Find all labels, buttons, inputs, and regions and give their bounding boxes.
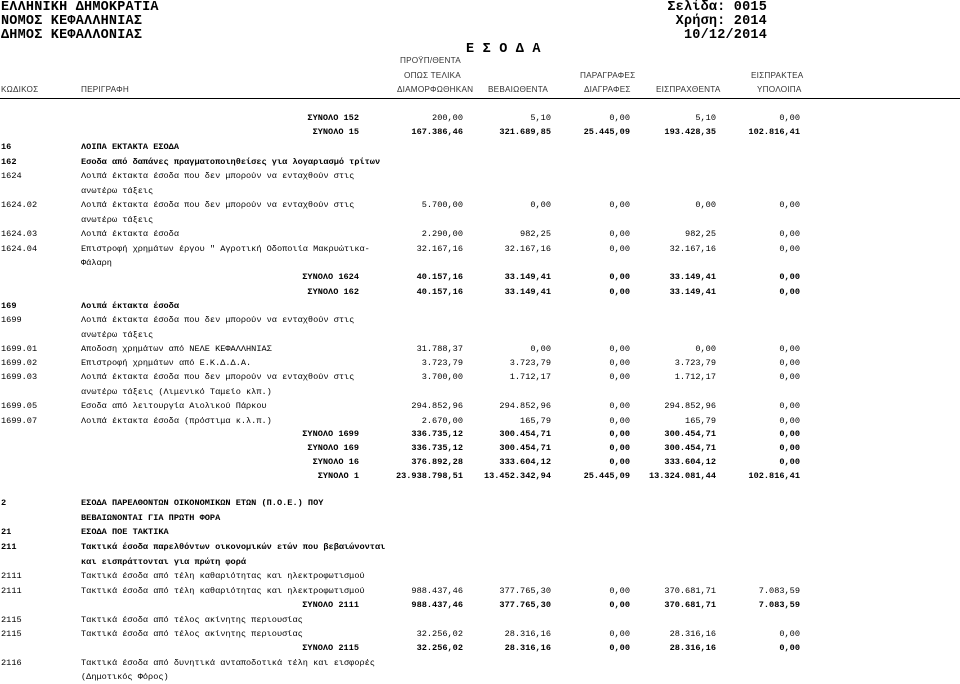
amount-cell: 25.445,09 [583, 471, 630, 481]
amount-cell: 0,00 [779, 229, 800, 239]
row-description: Τακτικά έσοδα από τέλος ακίνητης περιουσίας [81, 629, 303, 639]
row-description: ανωτέρω τάξεις [81, 215, 154, 225]
row-description: (Δημοτικός Φόρος) [81, 672, 169, 682]
col-header-top: ΠΡΟΫΠ/ΘΕΝΤΑ [400, 56, 461, 65]
amount-cell: 0,00 [779, 643, 800, 653]
fiscal-year: Χρήση: 2014 [675, 14, 767, 29]
row-code: 211 [1, 542, 17, 552]
row-description: Τακτικά έσοδα παρελθόντων οικονομικών ετών που βεβαιώνονται [81, 542, 386, 552]
amount-cell: 0,00 [779, 272, 800, 282]
row-code: 2111 [1, 571, 22, 581]
row-code: 1624 [1, 171, 22, 181]
header-divider [0, 98, 960, 99]
row-description: Λοιπά έκτακτα έσοδα [81, 229, 179, 239]
amount-cell: 0,00 [695, 200, 716, 210]
table-row [0, 342, 960, 356]
amount-cell: 294.852,96 [499, 401, 551, 411]
amount-cell: 294.852,96 [664, 401, 716, 411]
table-row [0, 525, 960, 539]
row-description: Εσοδα από λειτουργία Αιολικού Πάρκου [81, 401, 267, 411]
amount-cell: 0,00 [530, 200, 551, 210]
row-code: 1699.01 [1, 344, 38, 354]
row-description: Λοιπά έκτακτα έσοδα που δεν μπορούν να ενταχθούν στις [81, 372, 355, 382]
amount-cell: 5.700,00 [421, 200, 463, 210]
amount-cell: 300.454,71 [499, 429, 551, 439]
amount-cell: 0,00 [779, 457, 800, 467]
row-description: Φάλαρη [81, 258, 112, 268]
amount-cell: 0,00 [609, 358, 630, 368]
amount-cell: 300.454,71 [664, 443, 716, 453]
subtotal-row [0, 111, 960, 125]
col-header-collected: ΕΙΣΠΡΑΧΘΕΝΤΑ [656, 85, 721, 94]
col-header-deleted: ΔΙΑΓΡΑΦΕΣ [584, 85, 631, 94]
amount-cell: 5,10 [695, 113, 716, 123]
row-description: Τακτικά έσοδα από δυνητικά ανταποδοτικά τέλη και εισφορές [81, 658, 375, 668]
amount-cell: 0,00 [530, 344, 551, 354]
amount-cell: 3.723,79 [509, 358, 551, 368]
table-row [0, 399, 960, 413]
subtotal-label: ΣΥΝΟΛΟ 162 [307, 287, 359, 297]
amount-cell: 40.157,16 [416, 272, 463, 282]
row-code: 16 [1, 142, 12, 152]
amount-cell: 0,00 [609, 629, 630, 639]
amount-cell: 102.816,41 [748, 127, 800, 137]
amount-cell: 165,79 [520, 416, 551, 426]
amount-cell: 0,00 [609, 429, 630, 439]
row-description: Τακτικά έσοδα από τέλη καθαριότητας και ηλεκτροφωτισμού [81, 571, 365, 581]
amount-cell: 0,00 [609, 200, 630, 210]
table-row [0, 242, 960, 256]
subtotal-row [0, 598, 960, 612]
amount-cell: 13.324.081,44 [648, 471, 716, 481]
amount-cell: 0,00 [609, 287, 630, 297]
row-code: 1699.02 [1, 358, 38, 368]
amount-cell: 336.735,12 [411, 443, 463, 453]
subtotal-label: ΣΥΝΟΛΟ 152 [307, 113, 359, 123]
row-code: 169 [1, 301, 17, 311]
table-row [0, 256, 960, 270]
row-code: 1624.04 [1, 244, 38, 254]
amount-cell: 982,25 [520, 229, 551, 239]
header-left-3: ΔΗΜΟΣ ΚΕΦΑΛΛΟΝΙΑΣ [1, 28, 143, 43]
subtotal-row [0, 455, 960, 469]
row-description: Τακτικά έσοδα από τέλος ακίνητης περιουσίας [81, 615, 303, 625]
row-description: Λοιπά έκτακτα έσοδα (πρόστιμα κ.λ.π.) [81, 416, 272, 426]
amount-cell: 165,79 [685, 416, 716, 426]
amount-cell: 0,00 [779, 244, 800, 254]
amount-cell: 0,00 [609, 443, 630, 453]
amount-cell: 333.604,12 [499, 457, 551, 467]
col-header-remaining: ΥΠΟΛΟΙΠΑ [757, 85, 802, 94]
table-row [0, 627, 960, 641]
table-row [0, 555, 960, 569]
row-description: ανωτέρω τάξεις (Λιμενικό Ταμείο κλπ.) [81, 387, 272, 397]
amount-cell: 2.670,00 [421, 416, 463, 426]
subtotal-row [0, 285, 960, 299]
subtotal-row [0, 427, 960, 441]
subtotal-row [0, 270, 960, 284]
amount-cell: 0,00 [779, 401, 800, 411]
amount-cell: 0,00 [609, 244, 630, 254]
row-code: 21 [1, 527, 12, 537]
amount-cell: 333.604,12 [664, 457, 716, 467]
report-title: Ε Σ Ο Δ Α [466, 42, 541, 57]
amount-cell: 988.437,46 [411, 586, 463, 596]
row-code: 1699.05 [1, 401, 38, 411]
row-description: Λοιπά έκτακτα έσοδα που δεν μπορούν να ενταχθούν στις [81, 171, 355, 181]
amount-cell: 0,00 [609, 272, 630, 282]
row-description: ΕΣΟΔΑ ΠΟΕ ΤΑΚΤΙΚΑ [81, 527, 169, 537]
table-row [0, 414, 960, 428]
amount-cell: 370.681,71 [664, 586, 716, 596]
amount-cell: 0,00 [779, 200, 800, 210]
amount-cell: 33.149,41 [669, 272, 716, 282]
amount-cell: 5,10 [530, 113, 551, 123]
amount-cell: 0,00 [609, 600, 630, 610]
table-row [0, 313, 960, 327]
amount-cell: 0,00 [609, 401, 630, 411]
amount-cell: 0,00 [779, 372, 800, 382]
subtotal-row [0, 125, 960, 139]
row-description: Αποδοση χρημάτων από ΝΕΛΕ ΚΕΦΑΛΛΗΝΙΑΣ [81, 344, 272, 354]
amount-cell: 32.167,16 [416, 244, 463, 254]
amount-cell: 7.083,59 [758, 600, 800, 610]
row-code: 1624.03 [1, 229, 38, 239]
subtotal-row [0, 441, 960, 455]
amount-cell: 32.256,02 [416, 643, 463, 653]
amount-cell: 0,00 [779, 416, 800, 426]
subtotal-label: ΣΥΝΟΛΟ 16 [312, 457, 359, 467]
amount-cell: 32.167,16 [669, 244, 716, 254]
col-header-confirmed: ΒΕΒΑΙΩΘΕΝΤΑ [488, 85, 549, 94]
table-row [0, 569, 960, 583]
amount-cell: 28.316,16 [504, 643, 551, 653]
amount-cell: 25.445,09 [583, 127, 630, 137]
amount-cell: 0,00 [609, 586, 630, 596]
subtotal-row [0, 641, 960, 655]
page-number: Σελίδα: 0015 [667, 0, 767, 15]
amount-cell: 0,00 [779, 113, 800, 123]
table-row [0, 299, 960, 313]
header-left-1: ΕΛΛΗΝΙΚΗ ΔΗΜΟΚΡΑΤΙΑ [1, 0, 159, 15]
amount-cell: 988.437,46 [411, 600, 463, 610]
amount-cell: 0,00 [695, 344, 716, 354]
amount-cell: 0,00 [779, 358, 800, 368]
col-header-formed: ΔΙΑΜΟΡΦΩΘΗΚΑΝ [397, 85, 474, 94]
table-row [0, 356, 960, 370]
amount-cell: 33.149,41 [669, 287, 716, 297]
amount-cell: 102.816,41 [748, 471, 800, 481]
amount-cell: 376.892,28 [411, 457, 463, 467]
amount-cell: 7.083,59 [758, 586, 800, 596]
table-row [0, 584, 960, 598]
amount-cell: 33.149,41 [504, 287, 551, 297]
table-row [0, 656, 960, 670]
row-description: και εισπράττονται για πρώτη φορά [81, 557, 247, 567]
amount-cell: 370.681,71 [664, 600, 716, 610]
col-header-mid-3: ΕΙΣΠΡΑΚΤΕΑ [751, 71, 804, 80]
amount-cell: 982,25 [685, 229, 716, 239]
table-row [0, 511, 960, 525]
amount-cell: 0,00 [779, 344, 800, 354]
amount-cell: 3.700,00 [421, 372, 463, 382]
amount-cell: 40.157,16 [416, 287, 463, 297]
table-row [0, 385, 960, 399]
amount-cell: 0,00 [609, 344, 630, 354]
amount-cell: 31.788,37 [416, 344, 463, 354]
amount-cell: 28.316,16 [669, 643, 716, 653]
col-header-code: ΚΩΔΙΚΟΣ [1, 85, 39, 94]
amount-cell: 336.735,12 [411, 429, 463, 439]
amount-cell: 28.316,16 [669, 629, 716, 639]
amount-cell: 0,00 [779, 629, 800, 639]
table-row [0, 613, 960, 627]
row-description: ΕΣΟΔΑ ΠΑΡΕΛΘΟΝΤΩΝ ΟΙΚΟΝΟΜΙΚΩΝ ΕΤΩΝ (Π.Ο.Ε.) ΠΟΥ [81, 498, 324, 508]
subtotal-label: ΣΥΝΟΛΟ 169 [307, 443, 359, 453]
amount-cell: 321.689,85 [499, 127, 551, 137]
subtotal-label: ΣΥΝΟΛΟ 15 [312, 127, 359, 137]
report-date: 10/12/2014 [683, 28, 767, 43]
row-description: ΛΟΙΠΑ ΕΚΤΑΚΤΑ ΕΣΟΔΑ [81, 142, 179, 152]
amount-cell: 3.723,79 [421, 358, 463, 368]
row-code: 1699.03 [1, 372, 38, 382]
row-description: Λοιπά έκτακτα έσοδα [81, 301, 179, 311]
table-row [0, 184, 960, 198]
col-header-mid-2: ΠΑΡΑΓΡΑΦΕΣ [580, 71, 636, 80]
table-row [0, 140, 960, 154]
amount-cell: 3.723,79 [674, 358, 716, 368]
amount-cell: 300.454,71 [499, 443, 551, 453]
amount-cell: 300.454,71 [664, 429, 716, 439]
row-code: 2111 [1, 586, 22, 596]
row-description: Επιστροφή χρημάτων έργου " Αγροτική Οδοποιία Μακρυώτικα- [81, 244, 370, 254]
table-row [0, 670, 960, 684]
col-header-desc: ΠΕΡΙΓΡΑΦΗ [81, 85, 129, 94]
amount-cell: 33.149,41 [504, 272, 551, 282]
row-description: Λοιπά έκτακτα έσοδα που δεν μπορούν να ενταχθούν στις [81, 315, 355, 325]
row-description: ανωτέρω τάξεις [81, 186, 154, 196]
table-row [0, 169, 960, 183]
amount-cell: 377.765,30 [499, 586, 551, 596]
amount-cell: 2.290,00 [421, 229, 463, 239]
row-description: Τακτικά έσοδα από τέλη καθαριότητας και ηλεκτροφωτισμού [81, 586, 365, 596]
amount-cell: 0,00 [779, 429, 800, 439]
row-code: 2115 [1, 629, 22, 639]
table-row [0, 496, 960, 510]
table-row [0, 370, 960, 384]
table-row [0, 213, 960, 227]
table-row [0, 540, 960, 554]
row-description: Επιστροφή χρημάτων από Ε.Κ.Δ.Δ.Α. [81, 358, 252, 368]
amount-cell: 0,00 [609, 457, 630, 467]
amount-cell: 23.938.798,51 [395, 471, 463, 481]
amount-cell: 167.386,46 [411, 127, 463, 137]
table-row [0, 328, 960, 342]
amount-cell: 0,00 [609, 416, 630, 426]
amount-cell: 0,00 [779, 443, 800, 453]
row-code: 1624.02 [1, 200, 38, 210]
col-header-mid-1: ΟΠΩΣ ΤΕΛΙΚΑ [404, 71, 461, 80]
amount-cell: 1.712,17 [674, 372, 716, 382]
subtotal-label: ΣΥΝΟΛΟ 1 [317, 471, 359, 481]
amount-cell: 193.428,35 [664, 127, 716, 137]
table-row [0, 227, 960, 241]
amount-cell: 200,00 [432, 113, 463, 123]
amount-cell: 1.712,17 [509, 372, 551, 382]
row-code: 2115 [1, 615, 22, 625]
row-code: 1699.07 [1, 416, 38, 426]
amount-cell: 0,00 [609, 113, 630, 123]
amount-cell: 32.167,16 [504, 244, 551, 254]
amount-cell: 0,00 [609, 372, 630, 382]
amount-cell: 0,00 [609, 229, 630, 239]
table-row [0, 155, 960, 169]
amount-cell: 32.256,02 [416, 629, 463, 639]
amount-cell: 28.316,16 [504, 629, 551, 639]
amount-cell: 294.852,96 [411, 401, 463, 411]
subtotal-row [0, 469, 960, 483]
subtotal-label: ΣΥΝΟΛΟ 1624 [302, 272, 359, 282]
header-left-2: ΝΟΜΟΣ ΚΕΦΑΛΛΗΝΙΑΣ [1, 14, 143, 29]
subtotal-label: ΣΥΝΟΛΟ 2111 [302, 600, 359, 610]
row-description: ΒΕΒΑΙΩΝΟΝΤΑΙ ΓΙΑ ΠΡΩΤΗ ΦΟΡΑ [81, 513, 221, 523]
subtotal-label: ΣΥΝΟΛΟ 1699 [302, 429, 359, 439]
subtotal-label: ΣΥΝΟΛΟ 2115 [302, 643, 359, 653]
amount-cell: 0,00 [609, 643, 630, 653]
row-code: 162 [1, 157, 17, 167]
table-row [0, 198, 960, 212]
row-description: ανωτέρω τάξεις [81, 330, 154, 340]
amount-cell: 13.452.342,94 [483, 471, 551, 481]
row-description: Λοιπά έκτακτα έσοδα που δεν μπορούν να ενταχθούν στις [81, 200, 355, 210]
row-code: 1699 [1, 315, 22, 325]
amount-cell: 377.765,30 [499, 600, 551, 610]
row-code: 2116 [1, 658, 22, 668]
row-description: Εσοδα από δαπάνες πραγματοποιηθείσες για λογαριασμό τρίτων [81, 157, 381, 167]
amount-cell: 0,00 [779, 287, 800, 297]
row-code: 2 [1, 498, 7, 508]
